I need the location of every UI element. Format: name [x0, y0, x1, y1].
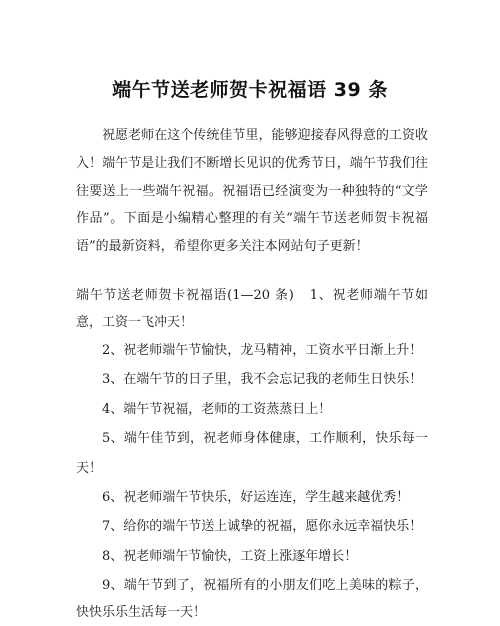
greeting-list — [76, 282, 428, 626]
list-item: 9、端午节到了，祝福所有的小朋友们吃上美味的粽子，快快乐乐生活每一天！ — [76, 578, 428, 621]
list-item: 2、祝老师端午节愉快，龙马精神，工资水平日渐上升！ — [102, 343, 423, 358]
section-heading: 端午节送老师贺卡祝福语(1—20 条) — [76, 288, 294, 303]
list-item — [76, 282, 428, 336]
list-item: 3、在端午节的日子里，我不会忘记我的老师生日快乐！ — [102, 372, 423, 388]
list-item-text: 1、祝老师端午节如意，工资一飞冲天！ — [76, 288, 428, 330]
list-item: 8、祝老师端午节愉快，工资上涨逐年增长！ — [102, 548, 358, 564]
list-item: 7、给你的端午节送上诚挚的祝福，愿你永远幸福快乐！ — [102, 519, 423, 535]
list-item: 4、端午节祝福，老师的工资蒸蒸日上！ — [102, 401, 332, 417]
intro-paragraph: 祝愿老师在这个传统佳节里，能够迎接春风得意的工资收入！端午节是让我们不断增长见识的优秀节日，端午节我们往往要送上一些端午祝福。祝福语已经演变为一种独特的“文学作品”。下面是小编精心整理的有关“端午节送老师贺卡祝福语”的最新资料，希望你更多关注本网站句子更新！ — [76, 128, 428, 255]
list-item: 5、端午佳节到，祝老师身体健康，工作顺利，快乐每一天！ — [76, 431, 428, 476]
list-item: 6、祝老师端午节快乐，好运连连，学生越来越优秀！ — [102, 490, 410, 506]
document-title: 端午节送老师贺卡祝福语 39 条 — [112, 79, 388, 101]
